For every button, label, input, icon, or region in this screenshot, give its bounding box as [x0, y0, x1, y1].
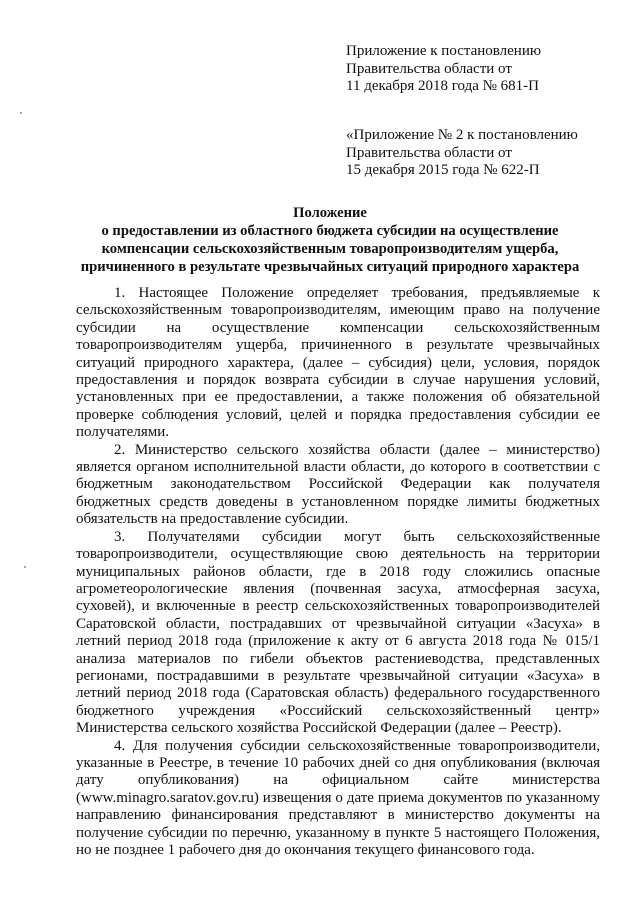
appendix-reference-block-2 — [346, 127, 626, 180]
appendix-line: Приложение к постановлению — [346, 43, 542, 59]
appendix-line: 15 декабря 2015 года № 622-П — [346, 162, 540, 178]
title-line: причиненного в результате чрезвычайных ситуаций природного характера — [80, 259, 580, 275]
appendix-line: Правительства области от — [346, 60, 512, 77]
document-body — [76, 285, 600, 859]
scan-speck — [24, 566, 26, 568]
title-line: о предоставлении из областного бюджета субсидии на осуществление — [101, 223, 559, 239]
title-line: Положение — [293, 205, 367, 221]
paragraph-2: 2. Министерство сельского хозяйства области (далее – министерство) является органом исполнительной власти области, до которого в соответствии с бюджетным законодательством Российской Федерации как получателя бюджетных средств доведены в установленном порядке лимиты бюджетных обязательств на предоставление субсидии. — [76, 441, 600, 528]
paragraph-4: 4. Для получения субсидии сельскохозяйственные товаропроизводители, указанные в Реестре, в течение 10 рабочих дней со дня опубликования (включая дату опубликования) на официальном сайте министерства (www.minagro.saratov.gov.ru) извещения о дате приема документов по указанному направлению финансирования представляют в министерство документы на получение субсидии по перечню, указанному в пункте 5 настоящего Положения, но не позднее 1 рабочего дня до окончания текущего финансового года. — [76, 737, 600, 858]
paragraph-1: 1. Настоящее Положение определяет требования, предъявляемые к сельскохозяйственным товаропроизводителям, имеющим право на получение субсидии на осуществление компенсации сельскохозяйственным товаропроизводителям ущерба, причиненного в результате чрезвычайных ситуаций природного характера, (далее – субсидия) цели, условия, порядок предоставления и порядок возврата субсидии в случае нарушения условий, установленных при ее предоставлении, а также положения об обязательной проверке соблюдения условий, целей и порядка предоставления субсидии ее получателями. — [76, 285, 600, 441]
paragraph-3: 3. Получателями субсидии могут быть сельскохозяйственные товаропроизводители, осуществляющие свою деятельность на территории муниципальных районов области, где в 2018 году сложились опасные агрометеорологические явления (почвенная засуха, атмосферная засуха, суховей), и включенные в реестр сельскохозяйственных товаропроизводителей Саратовской области, пострадавших от чрезвычайной ситуации «Засуха» в летний период 2018 года (приложение к акту от 6 августа 2018 года № 015/1 анализа материалов по гибели объектов растениеводства, представленных регионами, пострадавшими в результате чрезвычайной ситуации «Засуха» в летний период 2018 года (Саратовская область) федерального государственного бюджетного учреждения «Российский сельскохозяйственный центр» Министерства сельского хозяйства Российской Федерации (далее – Реестр). — [76, 528, 600, 737]
appendix-line: «Приложение № 2 к постановлению — [346, 127, 578, 143]
appendix-line: 11 декабря 2018 года № 681-П — [346, 78, 540, 94]
scan-speck — [20, 112, 22, 114]
appendix-line: Правительства области от — [346, 144, 512, 161]
appendix-reference-block — [346, 43, 626, 96]
title-line: компенсации сельскохозяйственным товаропроизводителям ущерба, — [101, 241, 559, 257]
document-title — [74, 204, 586, 276]
